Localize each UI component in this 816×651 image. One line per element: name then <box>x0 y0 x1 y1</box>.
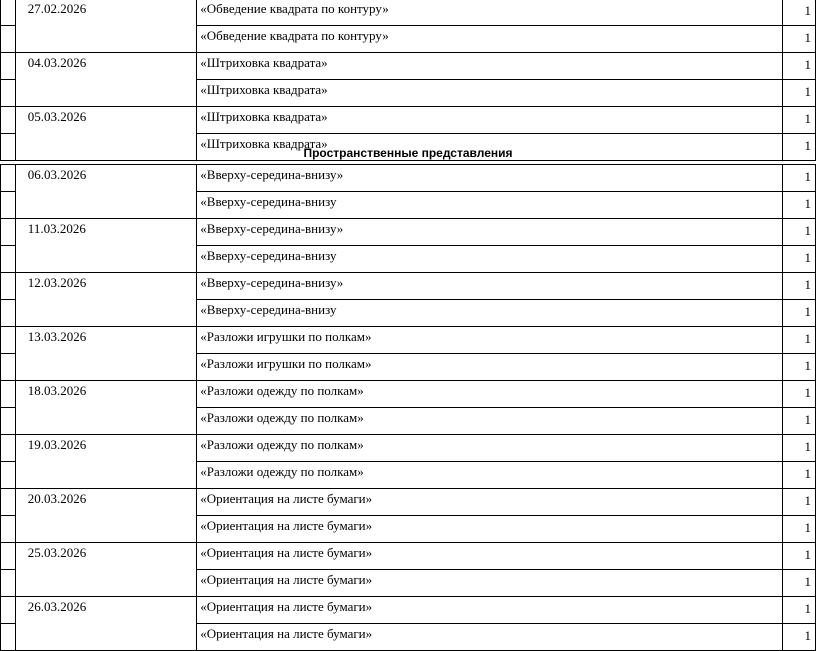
topic-cell: «Штриховка квадрата» <box>197 80 783 107</box>
topic-cell: «Ориентация на листе бумаги» <box>197 516 783 543</box>
section-heading: Пространственные представления <box>303 146 513 160</box>
table-row <box>1 543 816 570</box>
hours-cell: 1 <box>783 80 816 107</box>
number-cell <box>1 354 16 381</box>
number-cell <box>1 107 16 134</box>
date-cell: 27.02.2026 <box>15 0 196 53</box>
hours-cell: 1 <box>783 246 816 273</box>
date-cell: 26.03.2026 <box>15 597 196 651</box>
number-cell <box>1 192 16 219</box>
number-cell <box>1 219 16 246</box>
table-row <box>1 0 816 26</box>
hours-cell: 1 <box>783 624 816 651</box>
hours-cell: 1 <box>783 408 816 435</box>
hours-cell: 1 <box>783 570 816 597</box>
topic-cell: «Разложи одежду по полкам» <box>197 408 783 435</box>
number-cell <box>1 165 16 192</box>
date-cell: 06.03.2026 <box>15 165 196 219</box>
table-row <box>1 435 816 462</box>
number-cell <box>1 273 16 300</box>
date-cell: 12.03.2026 <box>15 273 196 327</box>
number-cell <box>1 300 16 327</box>
hours-cell: 1 <box>783 26 816 53</box>
hours-cell: 1 <box>783 381 816 408</box>
hours-cell: 1 <box>783 53 816 80</box>
topic-cell: «Вверху-середина-внизу» <box>197 165 783 192</box>
hours-cell: 1 <box>783 300 816 327</box>
number-cell <box>1 543 16 570</box>
hours-cell: 1 <box>783 327 816 354</box>
table-row <box>1 219 816 246</box>
topic-cell: «Вверху-середина-внизу» <box>197 219 783 246</box>
hours-cell: 1 <box>783 192 816 219</box>
number-cell <box>1 489 16 516</box>
date-cell: 20.03.2026 <box>15 489 196 543</box>
number-cell <box>1 597 16 624</box>
number-cell <box>1 0 16 26</box>
table-row <box>1 597 816 624</box>
hours-cell: 1 <box>783 543 816 570</box>
number-cell <box>1 408 16 435</box>
topic-cell: «Ориентация на листе бумаги» <box>197 570 783 597</box>
number-cell <box>1 435 16 462</box>
hours-cell: 1 <box>783 0 816 26</box>
number-cell <box>1 381 16 408</box>
date-cell: 25.03.2026 <box>15 543 196 597</box>
hours-cell: 1 <box>783 134 816 161</box>
table-row <box>1 107 816 134</box>
topic-cell: «Разложи одежду по полкам» <box>197 462 783 489</box>
topic-cell: «Штриховка квадрата» <box>197 134 783 161</box>
table-row <box>1 489 816 516</box>
number-cell <box>1 246 16 273</box>
table-row <box>1 327 816 354</box>
topic-cell: «Ориентация на листе бумаги» <box>197 489 783 516</box>
lesson-table-spatial <box>0 164 816 651</box>
hours-cell: 1 <box>783 435 816 462</box>
date-cell: 19.03.2026 <box>15 435 196 489</box>
table-row <box>1 381 816 408</box>
topic-cell: «Штриховка квадрата» <box>197 107 783 134</box>
topic-cell: «Разложи игрушки по полкам» <box>197 354 783 381</box>
number-cell <box>1 570 16 597</box>
topic-cell: «Ориентация на листе бумаги» <box>197 624 783 651</box>
table-row <box>1 165 816 192</box>
number-cell <box>1 26 16 53</box>
hours-cell: 1 <box>783 462 816 489</box>
hours-cell: 1 <box>783 597 816 624</box>
number-cell <box>1 80 16 107</box>
topic-cell: «Вверху-середина-внизу» <box>197 273 783 300</box>
hours-cell: 1 <box>783 165 816 192</box>
topic-cell: «Обведение квадрата по контуру» <box>197 0 783 26</box>
date-cell: 13.03.2026 <box>15 327 196 381</box>
topic-cell: «Разложи одежду по полкам» <box>197 381 783 408</box>
topic-cell: «Штриховка квадрата» <box>197 53 783 80</box>
number-cell <box>1 327 16 354</box>
topic-cell: «Вверху-середина-внизу <box>197 300 783 327</box>
topic-cell: «Ориентация на листе бумаги» <box>197 597 783 624</box>
lesson-table-top <box>0 0 816 161</box>
date-cell: 18.03.2026 <box>15 381 196 435</box>
date-cell: 11.03.2026 <box>15 219 196 273</box>
number-cell <box>1 624 16 651</box>
hours-cell: 1 <box>783 516 816 543</box>
hours-cell: 1 <box>783 273 816 300</box>
topic-cell: «Обведение квадрата по контуру» <box>197 26 783 53</box>
table-row <box>1 273 816 300</box>
hours-cell: 1 <box>783 489 816 516</box>
number-cell <box>1 462 16 489</box>
topic-cell: «Вверху-середина-внизу <box>197 246 783 273</box>
topic-cell: «Разложи игрушки по полкам» <box>197 327 783 354</box>
date-cell: 05.03.2026 <box>15 107 196 161</box>
topic-cell: «Вверху-середина-внизу <box>197 192 783 219</box>
hours-cell: 1 <box>783 219 816 246</box>
hours-cell: 1 <box>783 354 816 381</box>
topic-cell: «Разложи одежду по полкам» <box>197 435 783 462</box>
hours-cell: 1 <box>783 107 816 134</box>
date-cell: 04.03.2026 <box>15 53 196 107</box>
number-cell <box>1 516 16 543</box>
table-row <box>1 53 816 80</box>
topic-cell: «Ориентация на листе бумаги» <box>197 543 783 570</box>
number-cell <box>1 53 16 80</box>
